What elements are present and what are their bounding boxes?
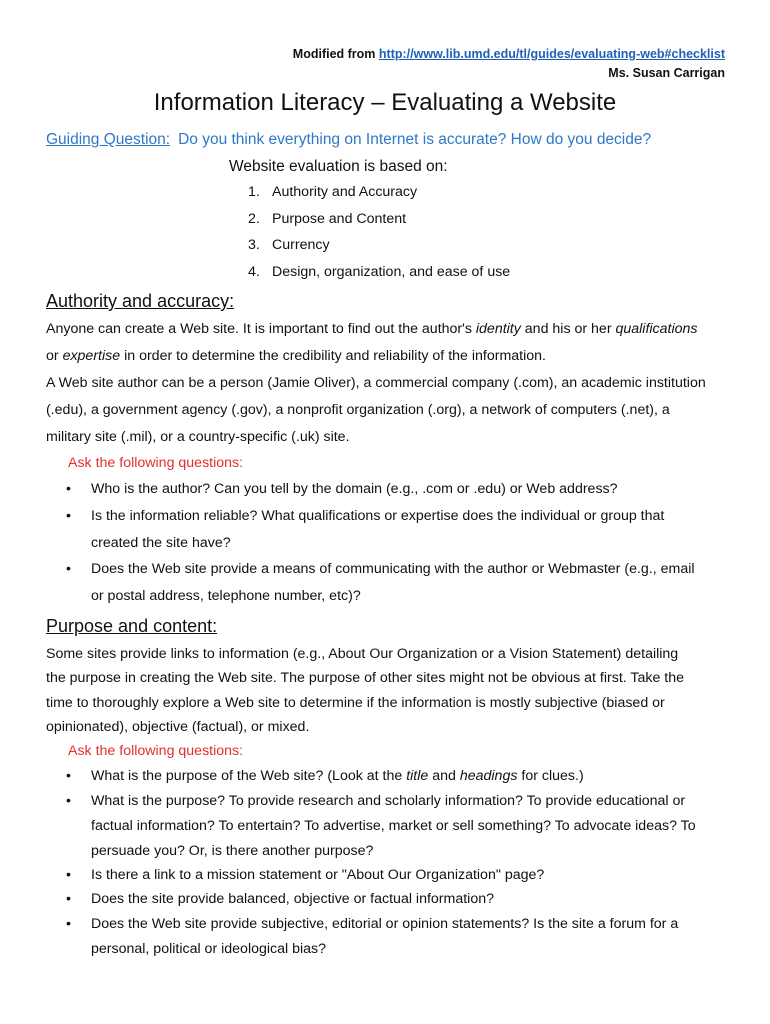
bullet-marker: • <box>66 891 71 907</box>
modified-from-line <box>293 47 725 61</box>
authority-question: Does the Web site provide a means of communicating with the author or Webmaster (e.g., email <box>91 561 695 577</box>
criteria-text: Design, organization, and ease of use <box>272 264 511 280</box>
text-run: or <box>46 348 63 364</box>
criteria-item <box>248 184 417 200</box>
authority-question-cont: or postal address, telephone number, etc)? <box>91 588 361 604</box>
purpose-ask-label: Ask the following questions: <box>68 743 244 759</box>
purpose-question-cont: factual information? To entertain? To advertise, market or sell something? To advocate ideas? To <box>91 818 696 834</box>
criteria-text: Currency <box>272 237 330 253</box>
bullet-marker: • <box>66 867 71 883</box>
author-name: Ms. Susan Carrigan <box>608 66 725 80</box>
criteria-item <box>248 264 510 280</box>
text-run: Anyone can create a Web site. It is important to find out the author's <box>46 321 476 337</box>
criteria-text: Purpose and Content <box>272 211 407 227</box>
authority-paragraph-line <box>46 348 546 364</box>
text-run: in order to determine the credibility and reliability of the information. <box>120 348 546 364</box>
bullet-marker: • <box>66 561 71 577</box>
text-run: What is the purpose of the Web site? (Look at the <box>91 768 407 784</box>
bullet-marker: • <box>66 481 71 497</box>
text-run: for clues.) <box>517 768 584 784</box>
bullet-marker: • <box>66 508 71 524</box>
text-run: and <box>428 768 460 784</box>
criteria-item <box>248 237 330 253</box>
authority-paragraph-line: A Web site author can be a person (Jamie Oliver), a commercial company (.com), an academic institution <box>46 375 706 391</box>
purpose-heading: Purpose and content: <box>46 616 218 636</box>
purpose-paragraph-line: opinionated), objective (factual), or mixed. <box>46 719 310 735</box>
criteria-item <box>248 211 406 227</box>
bullet-marker: • <box>66 793 71 809</box>
modified-prefix: Modified from <box>292 47 379 61</box>
purpose-question: What is the purpose? To provide research and scholarly information? To provide educational or <box>91 793 686 809</box>
purpose-question <box>91 768 584 784</box>
title-emphasis: title <box>406 768 429 784</box>
guiding-question-text: Do you think everything on Internet is accurate? How do you decide? <box>178 131 652 148</box>
qualifications-emphasis: qualifications <box>615 321 698 337</box>
authority-paragraph-line: (.edu), a government agency (.gov), a nonprofit organization (.org), a network of computers (.net), a <box>46 402 670 418</box>
authority-paragraph-line: military site (.mil), or a country-specific (.uk) site. <box>46 429 350 445</box>
purpose-question: Is there a link to a mission statement or "About Our Organization" page? <box>91 867 545 883</box>
guiding-question-label: Guiding Question: <box>46 131 171 148</box>
headings-emphasis: headings <box>459 768 518 784</box>
criteria-number: 3. <box>248 237 260 253</box>
bullet-marker: • <box>66 768 71 784</box>
authority-heading: Authority and accuracy: <box>46 291 235 311</box>
purpose-paragraph-line: the purpose in creating the Web site. The purpose of other sites might not be obvious at first. Take the <box>46 670 685 686</box>
text-run: and his or her <box>520 321 616 337</box>
source-link[interactable]: http://www.lib.umd.edu/tl/guides/evaluating-web#checklist <box>378 47 725 61</box>
purpose-question-cont: persuade you? Or, is there another purpose? <box>91 843 374 859</box>
authority-question-cont: created the site have? <box>91 535 231 551</box>
criteria-number: 1. <box>248 184 260 200</box>
purpose-question: Does the Web site provide subjective, editorial or opinion statements? Is the site a forum for a <box>91 916 679 932</box>
authority-ask-label: Ask the following questions: <box>68 455 244 471</box>
purpose-paragraph-line: Some sites provide links to information (e.g., About Our Organization or a Vision Statement) detailing <box>46 646 679 662</box>
authority-paragraph-line <box>46 321 698 337</box>
purpose-paragraph-line: time to thoroughly explore a Web site to determine if the information is mostly subjective (biased or <box>46 695 665 711</box>
identity-emphasis: identity <box>475 321 521 337</box>
criteria-number: 4. <box>248 264 260 280</box>
guiding-question <box>46 131 651 149</box>
authority-question: Is the information reliable? What qualifications or expertise does the individual or group that <box>91 508 665 524</box>
page-title: Information Literacy – Evaluating a Website <box>153 89 617 116</box>
criteria-text: Authority and Accuracy <box>272 184 418 200</box>
purpose-question-cont: personal, political or ideological bias? <box>91 941 327 957</box>
criteria-number: 2. <box>248 211 260 227</box>
expertise-emphasis: expertise <box>62 348 121 364</box>
bullet-marker: • <box>66 916 71 932</box>
purpose-question: Does the site provide balanced, objective or factual information? <box>91 891 494 907</box>
authority-question: Who is the author? Can you tell by the domain (e.g., .com or .edu) or Web address? <box>91 481 618 497</box>
evaluation-basis-heading: Website evaluation is based on: <box>229 158 448 175</box>
